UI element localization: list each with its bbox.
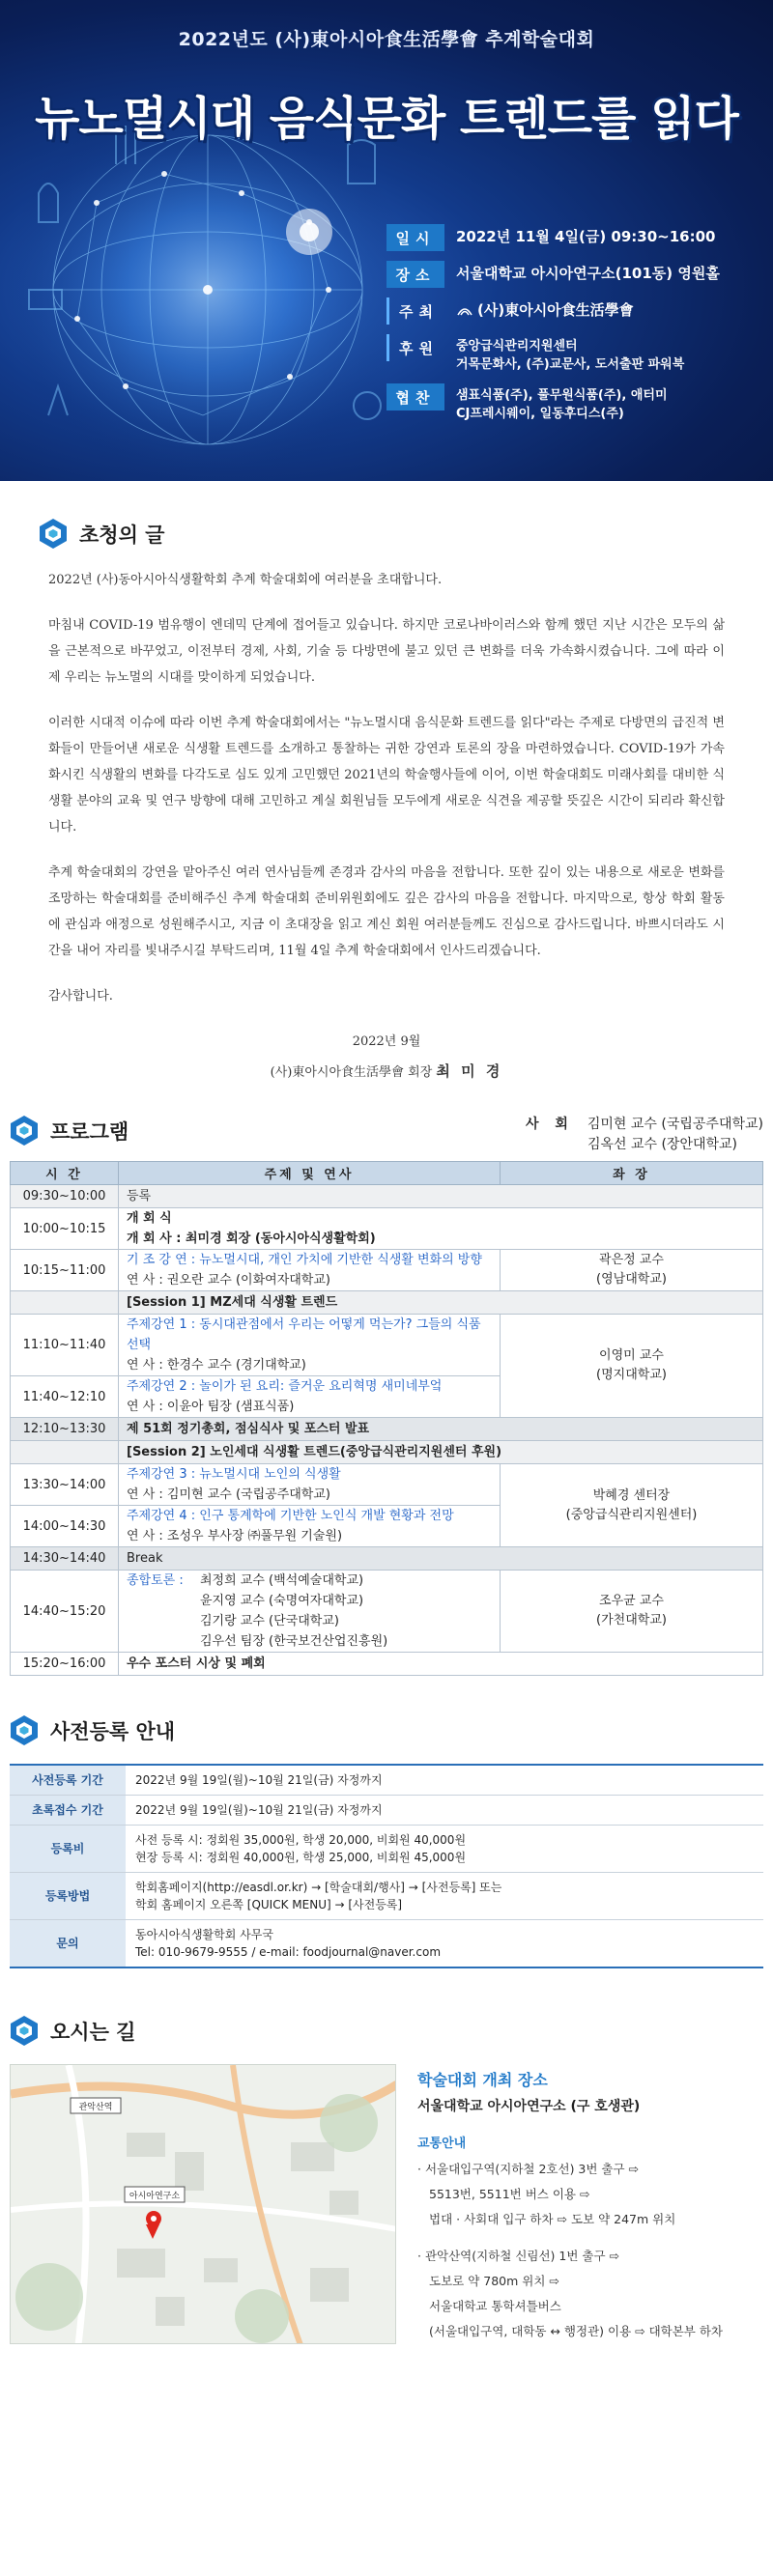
letter-paragraph: 추계 학술대회의 강연을 맡아주신 여러 연사님들께 존경과 감사의 마음을 전합니다. 또한 깊이 있는 내용으로 새로운 변화를 조망하는 학술대회를 준비해주신 추계 학술대회 준비위원회에도 깊은 감사의 마음을 전합니다. 마지막으로, 항상 학회 활동에 관심과 애정으로 성원해주시고, 지금 이 초대장을 읽고 계신 회원 여러분들께도 진심으로 감사드립니다. 바쁘시더라도 시간을 내어 자리를 빛내주시길 부탁드리며, 11월 4일 추계 학술대회에서 인사드리겠습니다. <box>48 865 725 958</box>
session-title: [Session 1] MZ세대 식생활 트렌드 <box>119 1291 763 1315</box>
row-time: 10:00~10:15 <box>11 1208 119 1250</box>
table-row <box>10 1796 763 1826</box>
speaker-line: 연 사 : 이윤아 팀장 (샘표식품) <box>127 1400 295 1414</box>
info-value-host: (사)東아시아食生活學會 <box>477 301 634 319</box>
invitation-letter <box>39 567 734 1086</box>
table-row <box>11 1185 763 1208</box>
route-step: 5513번, 5511번 버스 이용 ⇨ <box>429 2187 590 2201</box>
panelist: 최정희 교수 (백석예술대학교) <box>200 1573 364 1588</box>
moderator-name: 김옥선 교수 (장안대학교) <box>587 1137 738 1152</box>
value-line: 학회홈페이지(http://easdl.or.kr) → [학술대회/행사] → [사전등록] 또는 <box>135 1881 502 1894</box>
topic-line: 주제강연 2 : 놀이가 된 요리: 즐거운 요리혁명 새미네부엌 <box>127 1379 443 1394</box>
transit-route <box>417 2244 744 2344</box>
hexagon-icon <box>10 2015 39 2047</box>
directions-text <box>396 2064 744 2356</box>
event-supertitle: 2022년도 (사)東아시아食生活學會 추계학술대회 <box>178 29 595 50</box>
column-header-time: 시 간 <box>11 1162 119 1185</box>
section-title: 초청의 글 <box>79 523 165 547</box>
value-line: 학회 홈페이지 오른쪽 [QUICK MENU] → [사전등록] <box>135 1898 403 1911</box>
row-topic: 우수 포스터 시상 및 폐회 <box>119 1653 763 1676</box>
row-time-empty <box>11 1441 119 1464</box>
row-topic <box>119 1208 763 1250</box>
signature-name: 최 미 경 <box>436 1062 503 1080</box>
info-value-host-wrap <box>444 297 634 320</box>
footer-spacer <box>0 2356 773 2394</box>
route-step: 도보로 약 780m 위치 ⇨ <box>429 2274 559 2288</box>
row-chair <box>501 1464 763 1547</box>
invitation-section <box>0 518 773 1086</box>
info-label-venue: 장소 <box>386 261 444 288</box>
row-key: 사전등록 기간 <box>10 1765 126 1796</box>
cosponsor-line: CJ프레시웨이, 일동후디스(주) <box>456 407 624 421</box>
row-key: 초록접수 기간 <box>10 1796 126 1826</box>
directions-section <box>0 2015 773 2356</box>
map-illustration <box>11 2065 396 2344</box>
row-time: 11:40~12:10 <box>11 1376 119 1418</box>
section-title: 사전등록 안내 <box>50 1719 176 1743</box>
sponsor-line: 중앙급식관리지원센터 <box>456 339 578 354</box>
topic-line: 주제강연 4 : 인구 통계학에 기반한 노인식 개발 현황과 전망 <box>127 1509 454 1523</box>
table-row <box>11 1547 763 1571</box>
route-step: (서울대입구역, 대학동 ↔ 행정관) 이용 ⇨ 대학본부 하차 <box>429 2324 723 2338</box>
event-title: 뉴노멀시대 음식문화 트렌드를 읽다 <box>35 92 738 146</box>
info-row-host <box>386 297 759 325</box>
topic-line: 개 회 사 : 최미경 회장 (동아시아식생활학회) <box>127 1231 376 1246</box>
table-row <box>10 1873 763 1920</box>
letter-paragraph: 2022년 (사)동아시아식생활학회 추계 학술대회에 여러분을 초대합니다. <box>48 573 443 587</box>
registration-heading <box>0 1714 773 1746</box>
table-row <box>11 1250 763 1291</box>
topic-line: 기 조 강 연 : 뉴노멀시대, 개인 가치에 기반한 식생활 변화의 방향 <box>127 1253 482 1267</box>
map-station-label: 관악산역 <box>78 2103 113 2112</box>
chair-affiliation: (명지대학교) <box>596 1368 667 1382</box>
transit-heading: 교통안내 <box>417 2137 467 2151</box>
row-time: 12:10~13:30 <box>11 1418 119 1441</box>
row-time: 14:00~14:30 <box>11 1506 119 1547</box>
table-row <box>11 1571 763 1653</box>
table-header-row <box>11 1162 763 1185</box>
row-topic <box>119 1464 501 1506</box>
row-time: 10:15~11:00 <box>11 1250 119 1291</box>
program-header <box>0 1115 773 1155</box>
topic-line: 주제강연 1 : 동시대관점에서 우리는 어떻게 먹는가? 그들의 식품선택 <box>127 1317 481 1352</box>
route-line: · 서울대입구역(지하철 2호선) 3번 출구 ⇨ <box>417 2162 640 2176</box>
row-chair <box>501 1571 763 1653</box>
letter-paragraph: 이러한 시대적 이슈에 따라 이번 추계 학술대회에서는 "뉴노멀시대 음식문화 트렌드를 읽다"라는 주제로 다방면의 급진적 변화들이 만들어낸 새로운 식생활 트렌드를 소개하고 통찰하는 귀한 강연과 토론의 장을 마련하였습니다. COVID-19가 가속화시킨 식생활의 변화를 다각도로 심도 있게 고민했던 2021년의 학술행사들에 이어, 이번 학술대회도 미래사회를 대비한 식생활 분야의 교육 및 연구 방향에 대해 고민하고 계실 회원님들 모두에게 새로운 식견을 제공할 뜻깊은 시간이 되리라 확신합니다. <box>48 716 725 835</box>
route-line: · 관악산역(지하철 신림선) 1번 출구 ⇨ <box>417 2249 620 2263</box>
info-row-sponsor <box>386 334 759 374</box>
invitation-heading <box>39 518 734 550</box>
chair-name: 조우균 교수 <box>599 1594 664 1608</box>
campus-map[interactable] <box>10 2064 396 2344</box>
row-key: 문의 <box>10 1920 126 1968</box>
route-step: 관악산역(지하철 신림선) 1번 출구 ⇨ <box>424 2249 620 2263</box>
info-value-venue: 서울대학교 아시아연구소(101동) 영원홀 <box>456 265 720 282</box>
hexagon-icon <box>10 1714 39 1746</box>
chair-name: 곽은정 교수 <box>599 1253 664 1267</box>
chair-affiliation: (가천대학교) <box>596 1613 667 1628</box>
moderator-line <box>526 1115 763 1135</box>
row-topic: 등록 <box>119 1185 763 1208</box>
registration-section <box>0 1714 773 1968</box>
letter-paragraph: 감사합니다. <box>48 989 113 1004</box>
cosponsor-line: 샘표식품(주), 풀무원식품(주), 애터미 <box>456 388 668 403</box>
info-row-venue <box>386 261 759 288</box>
info-label-sponsor: 후원 <box>386 334 444 361</box>
discussion-label: 종합토론 : <box>127 1573 184 1588</box>
topic-line: 주제강연 3 : 뉴노멀시대 노인의 식생활 <box>127 1467 341 1482</box>
directions-heading <box>0 2015 773 2047</box>
info-value-sponsor <box>444 334 684 374</box>
row-value <box>126 1920 763 1968</box>
table-row <box>11 1653 763 1676</box>
venue-name: 서울대학교 아시아연구소 (구 호생관) <box>417 2099 641 2114</box>
moderator-line <box>526 1135 763 1155</box>
route-step: 서울대입구역(지하철 2호선) 3번 출구 ⇨ <box>424 2162 640 2176</box>
chair-name: 이영미 교수 <box>599 1348 664 1363</box>
row-topic: 제 51회 정기총회, 점심식사 및 포스터 발표 <box>119 1418 763 1441</box>
row-value: 2022년 9월 19일(월)~10월 21일(금) 자정까지 <box>126 1765 763 1796</box>
table-row <box>11 1291 763 1315</box>
chair-name: 박혜경 센터장 <box>592 1487 671 1503</box>
row-time: 14:40~15:20 <box>11 1571 119 1653</box>
row-key: 등록비 <box>10 1826 126 1873</box>
info-value-cosponsor <box>444 383 668 423</box>
info-label-date: 일시 <box>386 224 444 251</box>
route-step: 서울대학교 통학셔틀버스 <box>429 2299 561 2313</box>
table-row <box>10 1826 763 1873</box>
hexagon-icon <box>10 1115 39 1146</box>
row-topic <box>119 1376 501 1418</box>
program-table <box>10 1161 763 1676</box>
letter-paragraph: 마침내 COVID-19 범유행이 엔데믹 단계에 접어들고 있습니다. 하지만 코로나바이러스와 함께 했던 지난 시간은 모두의 삶을 근본적으로 바꾸었고, 이전부터 경제, 사회, 기술 등 다방면에 불고 있던 큰 변화를 더욱 가속화시켰습니다. 그에 따라 이제 우리는 뉴노멀의 시대를 맞이하게 되었습니다. <box>48 618 725 685</box>
speaker-line: 연 사 : 조성우 부사장 ㈜풀무원 기술원) <box>127 1529 343 1543</box>
moderator-name: 김미현 교수 (국립공주대학교) <box>587 1117 763 1132</box>
value-line: 동아시아식생활학회 사무국 <box>135 1928 273 1941</box>
session-title: [Session 2] 노인세대 식생활 트렌드(중앙급식관리지원센터 후원) <box>119 1441 763 1464</box>
chair-affiliation: (중앙급식관리지원센터) <box>565 1507 698 1522</box>
event-info-panel <box>386 224 759 433</box>
row-time: 15:20~16:00 <box>11 1653 119 1676</box>
program-section <box>0 1115 773 1676</box>
table-row <box>11 1441 763 1464</box>
program-heading <box>10 1115 129 1146</box>
info-label-cosponsor: 협찬 <box>386 383 444 410</box>
chair-affiliation: (영남대학교) <box>596 1272 667 1287</box>
map-pin-icon <box>144 2210 163 2231</box>
speaker-line: 연 사 : 한경수 교수 (경기대학교) <box>127 1358 306 1373</box>
panelist: 김우선 팀장 (한국보건산업진흥원) <box>200 1634 388 1649</box>
table-row <box>11 1208 763 1250</box>
value-line: Tel: 010-9679-9555 / e-mail: foodjournal@naver.com <box>135 1945 442 1959</box>
section-title: 오시는 길 <box>50 2020 136 2044</box>
row-topic <box>119 1250 501 1291</box>
row-topic <box>119 1315 501 1376</box>
signature-prefix: (사)東아시아食生活學會 회장 <box>270 1065 433 1080</box>
sponsor-line: 거목문화사, (주)교문사, 도서출판 파워북 <box>456 357 685 372</box>
row-chair <box>501 1250 763 1291</box>
letter-date: 2022년 9월 <box>352 1034 421 1049</box>
row-value <box>126 1826 763 1873</box>
row-topic <box>119 1571 501 1653</box>
hero-banner <box>0 0 773 481</box>
table-row <box>11 1315 763 1376</box>
info-label-host: 주최 <box>386 297 444 325</box>
registration-table <box>10 1764 763 1968</box>
letter-signature <box>39 1059 734 1086</box>
topic-line: 개 회 식 <box>127 1211 172 1226</box>
venue-heading: 학술대회 개최 장소 <box>417 2071 548 2089</box>
row-topic <box>119 1506 501 1547</box>
row-value <box>126 1873 763 1920</box>
table-row <box>11 1464 763 1506</box>
speaker-line: 연 사 : 김미현 교수 (국립공주대학교) <box>127 1487 330 1502</box>
table-row <box>11 1418 763 1441</box>
column-header-topic: 주제 및 연사 <box>119 1162 501 1185</box>
panelist: 윤지영 교수 (숙명여자대학교) <box>200 1594 364 1608</box>
column-header-chair: 좌 장 <box>501 1162 763 1185</box>
row-topic: Break <box>119 1547 763 1571</box>
society-logo-icon <box>456 302 473 318</box>
row-value: 2022년 9월 19일(월)~10월 21일(금) 자정까지 <box>126 1796 763 1826</box>
speaker-line: 연 사 : 권오란 교수 (이화여자대학교) <box>127 1273 330 1288</box>
row-key: 등록방법 <box>10 1873 126 1920</box>
map-venue-label: 아시아연구소 <box>129 2192 181 2201</box>
moderators <box>526 1115 773 1155</box>
discussion-block <box>127 1571 492 1652</box>
moderator-label: 사 회 <box>525 1117 574 1132</box>
info-row-date <box>386 224 759 251</box>
info-value-date: 2022년 11월 4일(금) 09:30~16:00 <box>456 228 716 245</box>
row-time: 13:30~14:00 <box>11 1464 119 1506</box>
table-row <box>10 1765 763 1796</box>
directions-body <box>10 2064 773 2356</box>
transit-route <box>417 2157 744 2232</box>
hexagon-icon <box>39 518 68 550</box>
row-time: 09:30~10:00 <box>11 1185 119 1208</box>
row-chair <box>501 1315 763 1418</box>
row-time: 14:30~14:40 <box>11 1547 119 1571</box>
table-row <box>10 1920 763 1968</box>
route-step: 법대 · 사회대 입구 하차 ⇨ 도보 약 247m 위치 <box>429 2212 676 2226</box>
value-line: 현장 등록 시: 정회원 40,000원, 학생 25,000, 비회원 45,000원 <box>135 1851 467 1864</box>
discussion-panel <box>200 1571 387 1652</box>
info-row-cosponsor <box>386 383 759 423</box>
row-time-empty <box>11 1291 119 1315</box>
value-line: 사전 등록 시: 정회원 35,000원, 학생 20,000, 비회원 40,000원 <box>135 1833 467 1847</box>
section-title: 프로그램 <box>50 1119 129 1144</box>
panelist: 김기랑 교수 (단국대학교) <box>200 1614 339 1628</box>
row-time: 11:10~11:40 <box>11 1315 119 1376</box>
